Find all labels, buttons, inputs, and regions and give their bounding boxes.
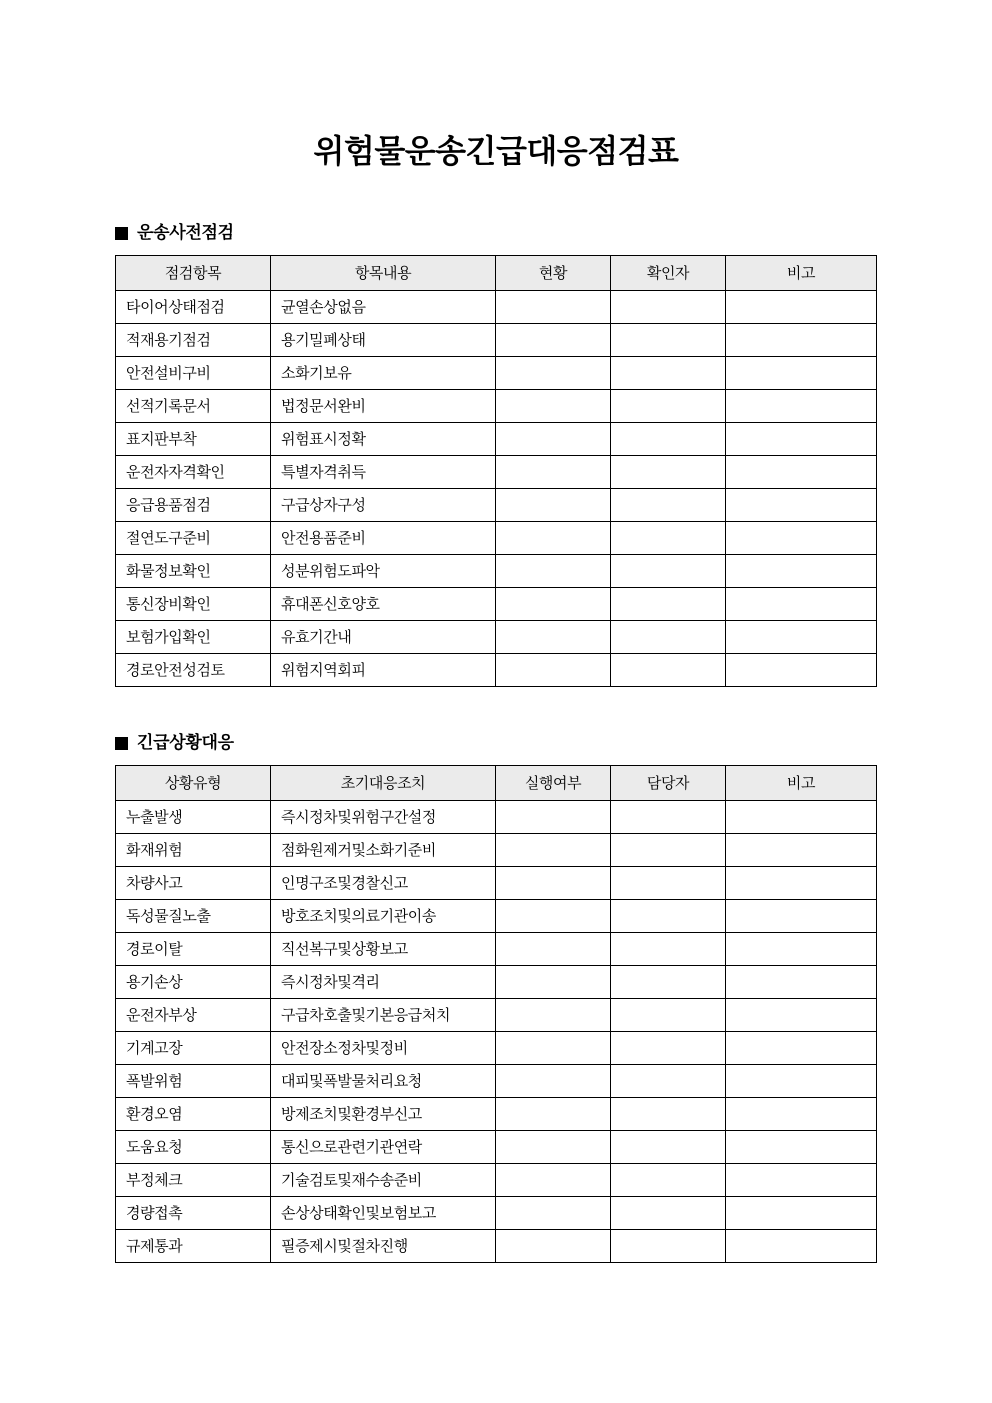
cell-situation-type: 차량사고 <box>116 867 271 900</box>
cell-initial-action: 직선복구및상황보고 <box>271 933 496 966</box>
cell-content: 위험표시정확 <box>271 423 496 456</box>
table-row <box>116 1032 877 1065</box>
cell-initial-action: 즉시정차및격리 <box>271 966 496 999</box>
cell-remarks[interactable] <box>726 1164 877 1197</box>
cell-content: 특별자격취득 <box>271 456 496 489</box>
cell-executed[interactable] <box>496 867 611 900</box>
cell-person-in-charge[interactable] <box>611 1230 726 1263</box>
pre-transport-inspection-table <box>115 255 877 687</box>
cell-status[interactable] <box>496 390 611 423</box>
emergency-response-table <box>115 765 877 1263</box>
cell-checker[interactable] <box>611 621 726 654</box>
table-row <box>116 621 877 654</box>
cell-status[interactable] <box>496 621 611 654</box>
table-row <box>116 291 877 324</box>
table-row <box>116 1197 877 1230</box>
cell-remarks[interactable] <box>726 801 877 834</box>
cell-situation-type: 도움요청 <box>116 1131 271 1164</box>
cell-checker[interactable] <box>611 588 726 621</box>
cell-executed[interactable] <box>496 1230 611 1263</box>
cell-person-in-charge[interactable] <box>611 801 726 834</box>
cell-person-in-charge[interactable] <box>611 834 726 867</box>
table-row <box>116 999 877 1032</box>
section-header <box>115 222 877 244</box>
cell-remarks[interactable] <box>726 456 877 489</box>
section-pre-transport-inspection <box>115 222 877 687</box>
cell-executed[interactable] <box>496 1098 611 1131</box>
cell-remarks[interactable] <box>726 966 877 999</box>
cell-content: 용기밀폐상태 <box>271 324 496 357</box>
cell-checker[interactable] <box>611 555 726 588</box>
table-row <box>116 489 877 522</box>
cell-content: 유효기간내 <box>271 621 496 654</box>
cell-status[interactable] <box>496 291 611 324</box>
cell-checker[interactable] <box>611 291 726 324</box>
cell-remarks[interactable] <box>726 1131 877 1164</box>
table-row <box>116 1065 877 1098</box>
cell-checker[interactable] <box>611 390 726 423</box>
cell-item: 적재용기점검 <box>116 324 271 357</box>
cell-initial-action: 대피및폭발물처리요청 <box>271 1065 496 1098</box>
cell-person-in-charge[interactable] <box>611 1164 726 1197</box>
cell-remarks[interactable] <box>726 867 877 900</box>
cell-initial-action: 필증제시및절차진행 <box>271 1230 496 1263</box>
cell-item: 안전설비구비 <box>116 357 271 390</box>
cell-remarks[interactable] <box>726 1065 877 1098</box>
table-row <box>116 900 877 933</box>
cell-checker[interactable] <box>611 423 726 456</box>
table-header-row <box>116 256 877 291</box>
cell-item: 표지판부착 <box>116 423 271 456</box>
cell-person-in-charge[interactable] <box>611 1197 726 1230</box>
cell-initial-action: 인명구조및경찰신고 <box>271 867 496 900</box>
cell-content: 소화기보유 <box>271 357 496 390</box>
cell-remarks[interactable] <box>726 999 877 1032</box>
cell-status[interactable] <box>496 456 611 489</box>
cell-executed[interactable] <box>496 933 611 966</box>
table-row <box>116 834 877 867</box>
cell-situation-type: 용기손상 <box>116 966 271 999</box>
cell-situation-type: 부정체크 <box>116 1164 271 1197</box>
cell-status[interactable] <box>496 423 611 456</box>
cell-executed[interactable] <box>496 900 611 933</box>
cell-remarks[interactable] <box>726 324 877 357</box>
column-header-remarks: 비고 <box>726 766 877 801</box>
section-title: 긴급상황대응 <box>137 732 234 753</box>
table-row <box>116 801 877 834</box>
cell-content: 안전용품준비 <box>271 522 496 555</box>
cell-remarks[interactable] <box>726 357 877 390</box>
cell-content: 구급상자구성 <box>271 489 496 522</box>
cell-status[interactable] <box>496 555 611 588</box>
column-header-content: 항목내용 <box>271 256 496 291</box>
cell-person-in-charge[interactable] <box>611 900 726 933</box>
cell-status[interactable] <box>496 654 611 687</box>
table-row <box>116 654 877 687</box>
table-header-row <box>116 766 877 801</box>
cell-person-in-charge[interactable] <box>611 1098 726 1131</box>
cell-item: 응급용품점검 <box>116 489 271 522</box>
cell-remarks[interactable] <box>726 555 877 588</box>
cell-remarks[interactable] <box>726 390 877 423</box>
table-row <box>116 390 877 423</box>
cell-remarks[interactable] <box>726 522 877 555</box>
table-row <box>116 1098 877 1131</box>
cell-initial-action: 방제조치및환경부신고 <box>271 1098 496 1131</box>
table-row <box>116 933 877 966</box>
column-header-item: 점검항목 <box>116 256 271 291</box>
cell-executed[interactable] <box>496 1131 611 1164</box>
cell-person-in-charge[interactable] <box>611 966 726 999</box>
cell-initial-action: 손상상태확인및보험보고 <box>271 1197 496 1230</box>
cell-item: 통신장비확인 <box>116 588 271 621</box>
table-row <box>116 324 877 357</box>
table-row <box>116 522 877 555</box>
cell-initial-action: 즉시정차및위험구간설정 <box>271 801 496 834</box>
cell-remarks[interactable] <box>726 933 877 966</box>
cell-initial-action: 안전장소정차및정비 <box>271 1032 496 1065</box>
table-row <box>116 588 877 621</box>
table-row <box>116 1230 877 1263</box>
cell-item: 보험가입확인 <box>116 621 271 654</box>
cell-remarks[interactable] <box>726 1098 877 1131</box>
cell-executed[interactable] <box>496 1197 611 1230</box>
section-title: 운송사전점검 <box>137 222 234 243</box>
cell-status[interactable] <box>496 588 611 621</box>
cell-initial-action: 구급차호출및기본응급처치 <box>271 999 496 1032</box>
cell-remarks[interactable] <box>726 588 877 621</box>
cell-person-in-charge[interactable] <box>611 1032 726 1065</box>
cell-person-in-charge[interactable] <box>611 999 726 1032</box>
cell-remarks[interactable] <box>726 900 877 933</box>
cell-content: 균열손상없음 <box>271 291 496 324</box>
cell-item: 운전자자격확인 <box>116 456 271 489</box>
cell-checker[interactable] <box>611 489 726 522</box>
cell-status[interactable] <box>496 522 611 555</box>
cell-person-in-charge[interactable] <box>611 933 726 966</box>
column-header-executed: 실행여부 <box>496 766 611 801</box>
cell-checker[interactable] <box>611 456 726 489</box>
black-square-marker <box>115 737 128 750</box>
column-header-checker: 확인자 <box>611 256 726 291</box>
cell-situation-type: 운전자부상 <box>116 999 271 1032</box>
table-row <box>116 456 877 489</box>
column-header-status: 현황 <box>496 256 611 291</box>
cell-situation-type: 경량접촉 <box>116 1197 271 1230</box>
cell-status[interactable] <box>496 324 611 357</box>
cell-situation-type: 독성물질노출 <box>116 900 271 933</box>
cell-situation-type: 기계고장 <box>116 1032 271 1065</box>
cell-executed[interactable] <box>496 834 611 867</box>
cell-remarks[interactable] <box>726 1230 877 1263</box>
cell-remarks[interactable] <box>726 654 877 687</box>
cell-status[interactable] <box>496 357 611 390</box>
cell-item: 절연도구준비 <box>116 522 271 555</box>
cell-remarks[interactable] <box>726 423 877 456</box>
cell-initial-action: 통신으로관련기관연락 <box>271 1131 496 1164</box>
cell-executed[interactable] <box>496 1032 611 1065</box>
cell-status[interactable] <box>496 489 611 522</box>
cell-item: 선적기록문서 <box>116 390 271 423</box>
section-header <box>115 732 877 754</box>
cell-situation-type: 경로이탈 <box>116 933 271 966</box>
cell-content: 법정문서완비 <box>271 390 496 423</box>
cell-item: 타이어상태점검 <box>116 291 271 324</box>
cell-item: 화물정보확인 <box>116 555 271 588</box>
cell-person-in-charge[interactable] <box>611 1065 726 1098</box>
cell-executed[interactable] <box>496 801 611 834</box>
cell-initial-action: 기술검토및재수송준비 <box>271 1164 496 1197</box>
cell-executed[interactable] <box>496 966 611 999</box>
cell-remarks[interactable] <box>726 291 877 324</box>
table-row <box>116 1164 877 1197</box>
table-row <box>116 555 877 588</box>
cell-content: 위험지역회피 <box>271 654 496 687</box>
cell-remarks[interactable] <box>726 1197 877 1230</box>
table-row <box>116 867 877 900</box>
cell-remarks[interactable] <box>726 1032 877 1065</box>
cell-initial-action: 방호조치및의료기관이송 <box>271 900 496 933</box>
cell-initial-action: 점화원제거및소화기준비 <box>271 834 496 867</box>
cell-situation-type: 누출발생 <box>116 801 271 834</box>
cell-situation-type: 화재위험 <box>116 834 271 867</box>
cell-content: 휴대폰신호양호 <box>271 588 496 621</box>
cell-item: 경로안전성검토 <box>116 654 271 687</box>
cell-remarks[interactable] <box>726 834 877 867</box>
cell-checker[interactable] <box>611 357 726 390</box>
cell-situation-type: 폭발위험 <box>116 1065 271 1098</box>
table-row <box>116 423 877 456</box>
page-title: 위험물운송긴급대응점검표 <box>313 132 679 170</box>
table-row <box>116 1131 877 1164</box>
column-header-initial-action: 초기대응조치 <box>271 766 496 801</box>
column-header-situation-type: 상황유형 <box>116 766 271 801</box>
cell-executed[interactable] <box>496 1065 611 1098</box>
cell-person-in-charge[interactable] <box>611 1131 726 1164</box>
cell-checker[interactable] <box>611 522 726 555</box>
table-row <box>116 966 877 999</box>
cell-checker[interactable] <box>611 324 726 357</box>
cell-executed[interactable] <box>496 999 611 1032</box>
cell-situation-type: 규제통과 <box>116 1230 271 1263</box>
cell-remarks[interactable] <box>726 489 877 522</box>
column-header-person-in-charge: 담당자 <box>611 766 726 801</box>
table-row <box>116 357 877 390</box>
cell-remarks[interactable] <box>726 621 877 654</box>
cell-executed[interactable] <box>496 1164 611 1197</box>
cell-person-in-charge[interactable] <box>611 867 726 900</box>
cell-checker[interactable] <box>611 654 726 687</box>
black-square-marker <box>115 227 128 240</box>
section-emergency-response <box>115 732 877 1263</box>
cell-situation-type: 환경오염 <box>116 1098 271 1131</box>
cell-content: 성분위험도파악 <box>271 555 496 588</box>
column-header-remarks: 비고 <box>726 256 877 291</box>
